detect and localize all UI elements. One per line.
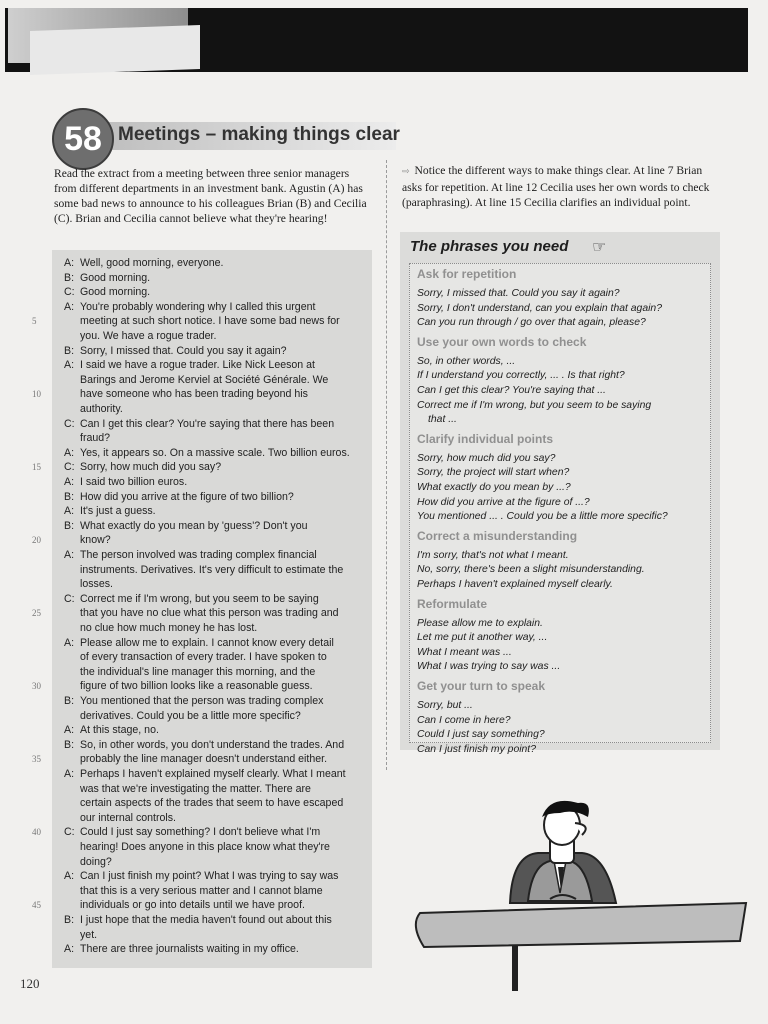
dialogue-line: Correct me if I'm wrong, but you seem to be saying xyxy=(80,592,319,605)
notice-paragraph xyxy=(402,163,722,210)
phrase-item: Can I get this clear? You're saying that ... xyxy=(417,385,606,396)
speaker-label: B: xyxy=(64,490,75,503)
speaker-label: C: xyxy=(64,286,75,299)
dialogue-line: fraud? xyxy=(80,432,111,445)
dialogue-line: no clue how much money he has lost. xyxy=(80,622,258,634)
phrase-item: Can I just finish my point? xyxy=(417,743,536,755)
dialogue-line: instruments. Derivatives. It's very difficult to estimate the xyxy=(80,563,344,576)
speaker-label: B: xyxy=(64,344,75,357)
notice-text: Notice the different ways to make things clear. At line 7 Brian asks for repetition. At line 12 Cecilia uses her own words to check (paraphrasing). At line 15 Cecilia clarifies an individual point. xyxy=(402,164,710,209)
dialogue-line: certain aspects of the trades that seem to have escaped xyxy=(80,797,344,810)
phrase-item: I'm sorry, that's not what I meant. xyxy=(417,549,569,561)
dialogue-line: derivatives. Could you be a little more specific? xyxy=(80,709,301,722)
phrase-item: Sorry, I don't understand, can you explain that again? xyxy=(417,302,662,314)
dialogue-line: our internal controls. xyxy=(80,811,176,824)
line-number: 15 xyxy=(32,462,41,473)
dialogue-line: you. We have a rogue trader. xyxy=(80,330,217,342)
dialogue-line: Barings and Jerome Kerviel at Société Générale. We xyxy=(80,373,329,386)
page-number: 120 xyxy=(20,976,40,991)
phrase-item: What I was trying to say was ... xyxy=(417,661,561,673)
phrase-section-heading: Correct a misunderstanding xyxy=(417,528,578,543)
speaker-label: A: xyxy=(64,870,75,883)
dialogue-line: Please allow me to explain. I cannot know every detail xyxy=(80,636,334,649)
speaker-label: A: xyxy=(64,257,75,269)
cartoon-illustration xyxy=(410,795,750,995)
speaker-label: B: xyxy=(64,738,75,751)
dialogue-line: I just hope that the media haven't found out about this xyxy=(80,914,332,926)
speaker-label: A: xyxy=(64,768,75,780)
speaker-label: A: xyxy=(64,476,75,488)
speaker-label: B: xyxy=(64,519,75,532)
speaker-label: A: xyxy=(64,636,75,649)
speaker-label: C: xyxy=(64,461,75,474)
dialogue-line: that you have no clue what this person was trading and xyxy=(80,607,339,620)
phrase-section-heading: Reformulate xyxy=(417,596,488,611)
phrase-section-heading: Get your turn to speak xyxy=(417,679,546,693)
dialogue-line: individuals or go into details until we have proof. xyxy=(80,899,305,912)
phrase-item: What I meant was ... xyxy=(417,646,512,658)
phrase-item: Can I come in here? xyxy=(417,714,511,726)
line-number: 10 xyxy=(32,389,41,400)
phrase-item: So, in other words, ... xyxy=(417,355,516,367)
dialogue-line: Perhaps I haven't explained myself clearly. What I meant xyxy=(80,768,346,780)
speaker-label: C: xyxy=(64,417,75,430)
dialogue-line: Good morning. xyxy=(80,286,151,299)
phrase-item: Could I just say something? xyxy=(417,729,545,741)
phrase-section-heading: Ask for repetition xyxy=(417,267,517,281)
dialogue-line: probably the line manager doesn't understand either. xyxy=(80,753,328,766)
dialogue-line: hearing! Does anyone in this place know what they're xyxy=(80,841,330,853)
speaker-label: A: xyxy=(64,943,75,956)
speaker-label: B: xyxy=(64,914,75,926)
phrase-item: You mentioned ... . Could you be a little more specific? xyxy=(417,511,668,523)
dialogue-line: figure of two billion looks like a reasonable guess. xyxy=(80,680,313,693)
phrases-title: The phrases you need xyxy=(410,238,569,255)
line-number: 35 xyxy=(32,754,41,765)
dialogue-line: Yes, it appears so. On a massive scale. Two billion euros. xyxy=(80,446,350,459)
phrase-item: Perhaps I haven't explained myself clearly. xyxy=(417,579,613,590)
speaker-label: A: xyxy=(64,505,75,518)
dialogue-line: I said we have a rogue trader. Like Nick Leeson at xyxy=(80,359,315,372)
phrase-item: If I understand you correctly, ... . Is that right? xyxy=(417,370,625,382)
dialogue-line: So, in other words, you don't understand the trades. And xyxy=(80,738,345,751)
dialogue-line: Sorry, I missed that. Could you say it again? xyxy=(80,344,287,357)
dialogue-line: authority. xyxy=(80,403,123,415)
phrase-item: Sorry, the project will start when? xyxy=(417,467,570,479)
dialogue-line: losses. xyxy=(80,578,113,591)
speaker-label: A: xyxy=(64,724,75,737)
speaker-label: C: xyxy=(64,592,75,605)
dialogue-line: meeting at such short notice. I have some bad news for xyxy=(80,315,340,328)
phrase-item: that ... xyxy=(428,414,457,426)
dialogue-line: the individual's line manager this morning, and the xyxy=(80,665,316,678)
dialogue-line: know? xyxy=(80,534,111,547)
line-number: 20 xyxy=(32,535,41,546)
unit-number: 58 xyxy=(52,108,114,170)
dialogue-line: was that we're investigating the matter. There are xyxy=(80,782,311,795)
phrase-item: Correct me if I'm wrong, but you seem to be saying xyxy=(417,399,652,411)
dialogue-line: At this stage, no. xyxy=(80,724,159,737)
dialogue-line: Well, good morning, everyone. xyxy=(80,257,224,269)
phrase-item: What exactly do you mean by ...? xyxy=(417,482,571,493)
speaker-label: A: xyxy=(64,359,75,372)
phrase-item: No, sorry, there's been a slight misunderstanding. xyxy=(417,564,645,576)
phrase-item: Sorry, how much did you say? xyxy=(417,452,556,464)
dialogue-line: have someone who has been trading beyond his xyxy=(80,388,308,401)
arrow-icon: ⇨ xyxy=(402,167,410,177)
intro-paragraph: Read the extract from a meeting between three senior managers from different departments in an investment bank. Agustin (A) has some bad news to announce to his colleagues Brian (B) and Cecilia (C). Brian and Cecilia cannot believe what they're hearing! xyxy=(54,167,367,225)
phrase-section-heading: Use your own words to check xyxy=(417,334,587,349)
dialogue-line: You mentioned that the person was trading complex xyxy=(80,695,324,707)
speaker-label: B: xyxy=(64,271,75,284)
dialogue-line: of every transaction of every trader. I have spoken to xyxy=(80,651,327,664)
dialogue-line: Can I get this clear? You're saying that there has been xyxy=(80,417,335,430)
dialogue-line: that this is a very serious matter and I cannot blame xyxy=(80,884,323,897)
pointing-hand-icon: ☞ xyxy=(592,237,607,256)
phrase-section-heading: Clarify individual points xyxy=(417,431,554,446)
line-number: 25 xyxy=(32,608,41,619)
column-divider xyxy=(386,160,387,770)
speaker-label: B: xyxy=(64,695,75,707)
dialogue-line: Good morning. xyxy=(80,271,151,284)
dialogue-line: yet. xyxy=(80,928,98,941)
phrase-item: How did you arrive at the figure of ...? xyxy=(417,496,590,508)
phrase-item: Sorry, I missed that. Could you say it again? xyxy=(417,288,620,299)
speaker-label: C: xyxy=(64,826,75,839)
phrase-item: Can you run through / go over that again, please? xyxy=(417,317,646,329)
phrase-item: Sorry, but ... xyxy=(417,700,473,711)
dialogue-line: How did you arrive at the figure of two billion? xyxy=(80,490,294,503)
dialogue-line: You're probably wondering why I called this urgent xyxy=(80,300,316,313)
line-number: 30 xyxy=(32,681,41,692)
dialogue-line: Sorry, how much did you say? xyxy=(80,461,222,474)
dialogue-line: There are three journalists waiting in my office. xyxy=(80,943,299,956)
dialogue-line: It's just a guess. xyxy=(80,505,156,518)
line-number: 5 xyxy=(32,316,37,327)
unit-title: Meetings – making things clear xyxy=(118,124,400,145)
header-photo-paper xyxy=(30,25,200,75)
dialogue-line: Could I just say something? I don't believe what I'm xyxy=(80,826,321,839)
phrase-item: Let me put it another way, ... xyxy=(417,632,548,644)
phrase-item: Please allow me to explain. xyxy=(417,617,543,629)
dialogue-line: I said two billion euros. xyxy=(80,476,188,488)
speaker-label: A: xyxy=(64,549,75,561)
speaker-label: A: xyxy=(64,300,75,313)
dialogue-line: What exactly do you mean by 'guess'? Don't you xyxy=(80,519,308,532)
speaker-label: A: xyxy=(64,446,75,459)
line-number: 45 xyxy=(32,900,41,911)
line-number: 40 xyxy=(32,827,41,838)
dialogue-line: The person involved was trading complex financial xyxy=(80,549,317,561)
dialogue-line: Can I just finish my point? What I was trying to say was xyxy=(80,870,339,883)
dialogue-line: doing? xyxy=(80,855,112,868)
